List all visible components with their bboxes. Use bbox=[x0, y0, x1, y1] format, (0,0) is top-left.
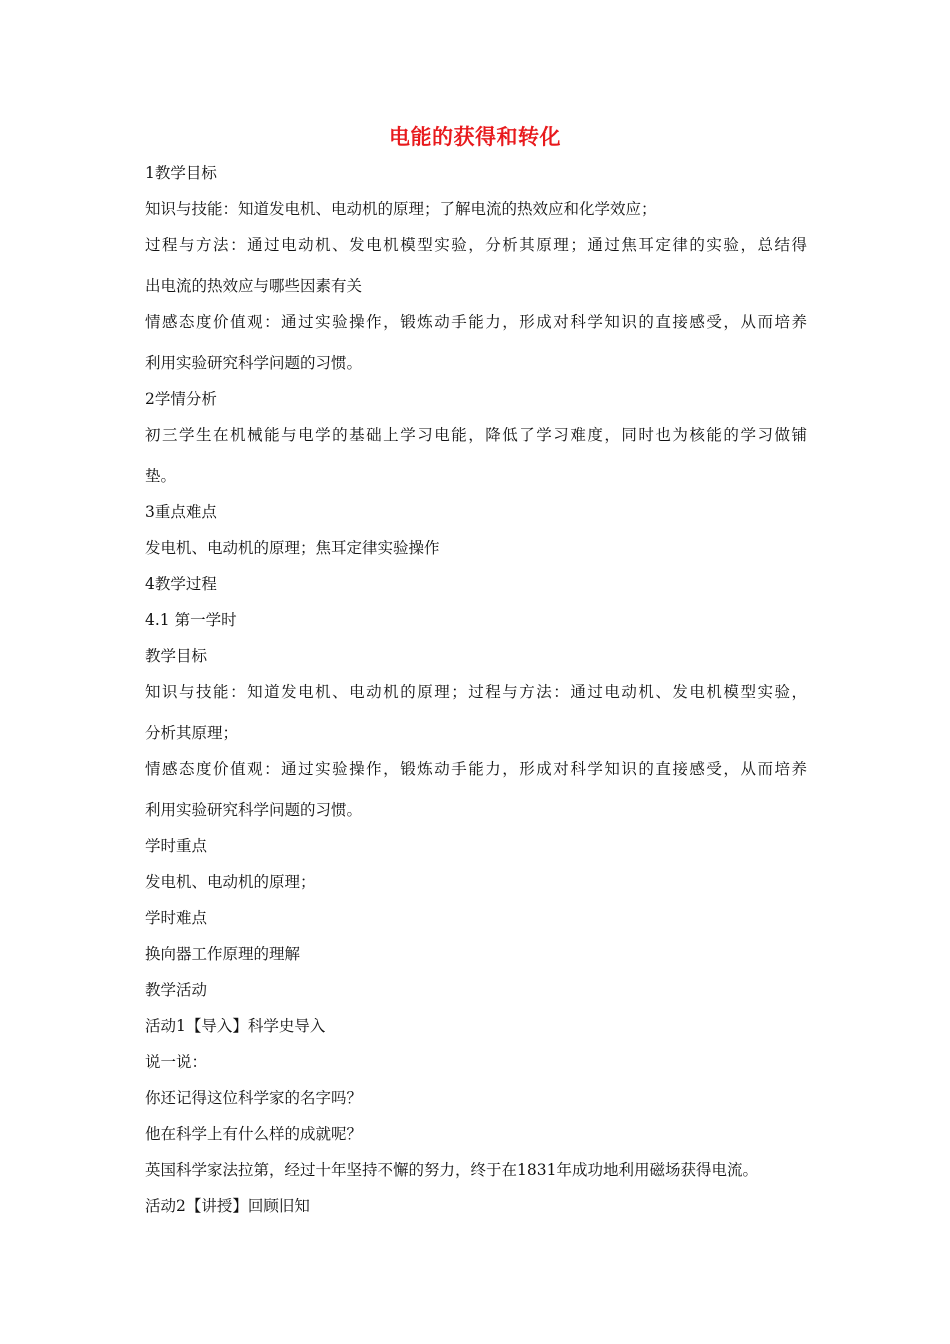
section-heading-analysis: 2学情分析 bbox=[145, 390, 217, 408]
activity-heading: 活动1【导入】科学史导入 bbox=[145, 1017, 326, 1035]
paragraph-heading: 教学活动 bbox=[145, 981, 208, 999]
section-heading-objectives: 1教学目标 bbox=[145, 164, 217, 182]
paragraph-line: 出电流的热效应与哪些因素有关 bbox=[145, 277, 363, 295]
section-heading-process: 4教学过程 bbox=[145, 575, 217, 593]
activity-heading: 活动2【讲授】回顾旧知 bbox=[145, 1197, 310, 1215]
paragraph-line: 发电机、电动机的原理； bbox=[145, 873, 316, 891]
paragraph-line: 说一说： bbox=[145, 1053, 208, 1071]
paragraph-line: 情感态度价值观：通过实验操作，锻炼动手能力，形成对科学知识的直接感受，从而培养 bbox=[145, 760, 807, 778]
paragraph-line: 知识与技能：知道发电机、电动机的原理；过程与方法：通过电动机、发电机模型实验， bbox=[145, 683, 807, 701]
paragraph-line: 你还记得这位科学家的名字吗？ bbox=[145, 1089, 363, 1107]
paragraph-line: 发电机、电动机的原理；焦耳定律实验操作 bbox=[145, 539, 440, 557]
paragraph-line: 知识与技能：知道发电机、电动机的原理；了解电流的热效应和化学效应； bbox=[145, 200, 657, 218]
paragraph-line: 英国科学家法拉第，经过十年坚持不懈的努力，终于在1831年成功地利用磁场获得电流。 bbox=[145, 1161, 758, 1179]
paragraph-line: 他在科学上有什么样的成就呢？ bbox=[145, 1125, 363, 1143]
paragraph-heading: 教学目标 bbox=[145, 647, 208, 665]
paragraph-heading: 学时难点 bbox=[145, 909, 208, 927]
paragraph-line: 换向器工作原理的理解 bbox=[145, 945, 301, 963]
section-heading-key-points: 3重点难点 bbox=[145, 503, 217, 521]
paragraph-line: 利用实验研究科学问题的习惯。 bbox=[145, 354, 363, 372]
paragraph-line: 情感态度价值观：通过实验操作，锻炼动手能力，形成对科学知识的直接感受，从而培养 bbox=[145, 313, 807, 331]
paragraph-line: 初三学生在机械能与电学的基础上学习电能，降低了学习难度，同时也为核能的学习做铺 bbox=[145, 426, 807, 444]
paragraph-line: 分析其原理； bbox=[145, 724, 239, 742]
document-title: 电能的获得和转化 bbox=[389, 125, 561, 149]
paragraph-line: 垫。 bbox=[145, 467, 177, 485]
paragraph-line: 利用实验研究科学问题的习惯。 bbox=[145, 801, 363, 819]
paragraph-line: 过程与方法：通过电动机、发电机模型实验，分析其原理；通过焦耳定律的实验，总结得 bbox=[145, 236, 807, 254]
subsection-heading: 4.1 第一学时 bbox=[145, 611, 237, 629]
paragraph-heading: 学时重点 bbox=[145, 837, 208, 855]
